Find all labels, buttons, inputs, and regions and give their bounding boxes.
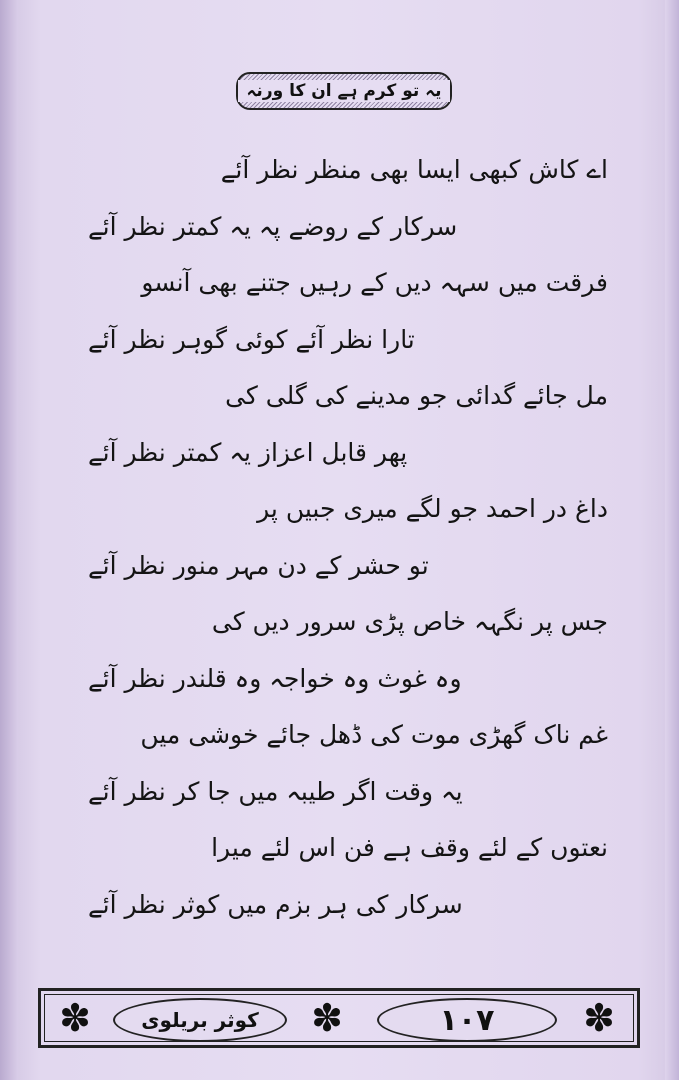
poem-line: مل جائے گدائی جو مدینے کی گلی کی (225, 381, 608, 410)
poem-line: یہ وقت اگر طیبہ میں جا کر نظر آئے (88, 776, 463, 806)
poet-name: کوثر بریلوی (141, 1008, 259, 1032)
poem-line: سرکار کی ہر بزم میں کوثر نظر آئے (88, 889, 463, 919)
poem-line: غم ناک گھڑی موت کی ڈھل جائے خوشی میں (140, 720, 608, 749)
flower-ornament-icon: ✽ (583, 996, 615, 1040)
page-footer (38, 988, 640, 1048)
poem-line: سرکار کے روضے پہ یہ کمتر نظر آئے (88, 211, 458, 241)
page-number: ۱۰۷ (439, 1002, 495, 1038)
poem-line: اے کاش کبھی ایسا بھی منظر نظر آئے (220, 155, 608, 184)
poem-line: پھر قابل اعزاز یہ کمتر نظر آئے (88, 437, 408, 467)
poem-title-frame (236, 72, 452, 110)
poem-line: تارا نظر آئے کوئی گوہر نظر آئے (88, 324, 415, 354)
poem-line: وہ غوث وہ خواجہ وہ قلندر نظر آئے (88, 663, 462, 693)
page-number-oval (377, 998, 557, 1042)
poem-line: داغ در احمد جو لگے میری جبیں پر (257, 494, 608, 523)
poem-line: تو حشر کے دن مہر منور نظر آئے (88, 550, 429, 580)
poem-line: جس پر نگہہ خاص پڑی سرور دیں کی (211, 607, 608, 636)
flower-ornament-icon: ✽ (311, 996, 343, 1040)
poem-line: نعتوں کے لئے وقف ہے فن اس لئے میرا (211, 833, 608, 862)
poem-title: یہ تو کرم ہے ان کا ورنہ (238, 80, 449, 102)
poem-body (88, 142, 608, 933)
poet-name-oval (113, 998, 287, 1042)
poem-line: فرقت میں سہہ دیں کے رہیں جتنے بھی آنسو (141, 268, 608, 297)
page-right-edge (665, 0, 679, 1080)
flower-ornament-icon: ✽ (59, 996, 91, 1040)
page-left-edge (0, 0, 18, 1080)
